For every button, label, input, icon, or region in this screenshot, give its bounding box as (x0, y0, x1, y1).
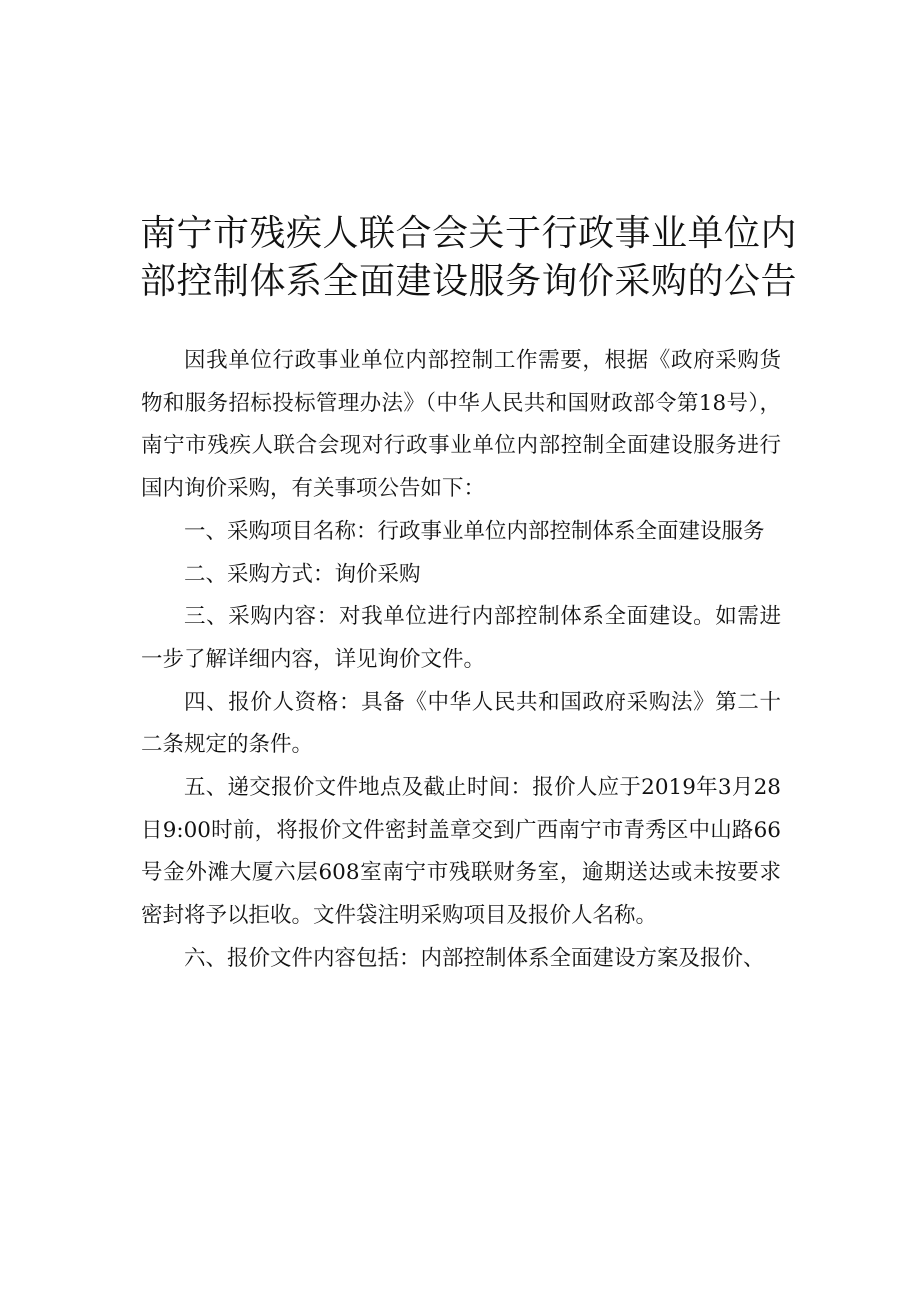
paragraph-item-3: 三、采购内容：对我单位进行内部控制体系全面建设。如需进一步了解详细内容，详见询价文件。 (141, 604, 781, 672)
document-body (141, 340, 781, 981)
paragraph-intro: 因我单位行政事业单位内部控制工作需要，根据《政府采购货物和服务招标投标管理办法》（中华人民共和国财政部令第18号），南宁市残疾人联合会现对行政事业单位内部控制全面建设服务进行国内询价采购，有关事项公告如下： (141, 348, 781, 502)
page-title-line-2: 部控制体系全面建设服务询价采购的公告 (140, 261, 798, 302)
paragraph-item-5: 五、递交报价文件地点及截止时间：报价人应于2019年3月28日9:00时前，将报价文件密封盖章交到广西南宁市青秀区中山路66号金外滩大厦六层608室南宁市残联财务室，逾期送达或未按要求密封将予以拒收。文件袋注明采购项目及报价人名称。 (141, 775, 781, 929)
paragraph-item-4: 四、报价人资格：具备《中华人民共和国政府采购法》第二十二条规定的条件。 (141, 689, 781, 758)
page-title-line-1: 南宁市残疾人联合会关于行政事业单位内 (140, 213, 798, 254)
paragraph-item-2: 二、采购方式：询价采购 (184, 561, 421, 587)
paragraph-item-1: 一、采购项目名称：行政事业单位内部控制体系全面建设服务 (184, 518, 765, 544)
paragraph-item-6: 六、报价文件内容包括：内部控制体系全面建设方案及报价、 (184, 945, 765, 971)
page-title (140, 210, 800, 306)
